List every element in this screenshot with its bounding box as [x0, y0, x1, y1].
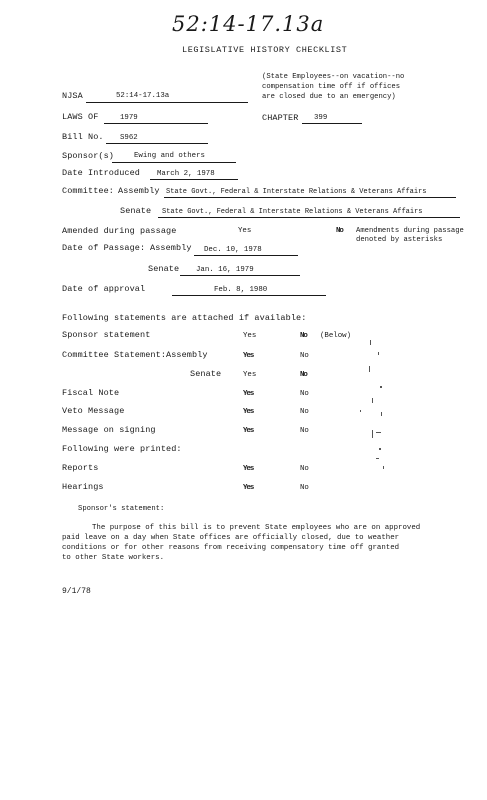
date-introduced-label: Date Introduced: [62, 168, 141, 178]
message-on-signing-yes-struck: Yes: [243, 427, 254, 435]
amended-note-line-2: denoted by asterisks: [356, 236, 443, 244]
passage-assembly-value: Dec. 10, 1978: [204, 246, 262, 254]
fiscal-note-no: No: [300, 390, 309, 398]
handwritten-statute-number: 52:14-17.13a: [172, 12, 325, 36]
veto-message-yes-struck: Yes: [243, 408, 254, 416]
sponsor-statement-line-4: to other State workers.: [62, 554, 165, 562]
committee-senate-label: Senate: [120, 206, 152, 216]
chapter-value: 399: [314, 114, 328, 122]
sponsor-statement-heading: Sponsor's statement:: [78, 505, 165, 513]
sponsor-statement-line-3: conditions or for other reasons from receiving compensatory time off granted: [62, 544, 400, 552]
note-line-1: (State Employees--on vacation--no: [262, 73, 405, 81]
sponsor-statement-line-2: paid leave on a day when State offices are officially closed, due to weather: [62, 534, 400, 542]
reports-no: No: [300, 465, 309, 473]
reports-label: Reports: [62, 463, 99, 473]
committee-senate-no-struck: No: [300, 371, 307, 379]
approval-label: Date of approval: [62, 284, 146, 294]
committee-assembly-no: No: [300, 352, 309, 360]
laws-of-label: LAWS OF: [62, 112, 99, 122]
sponsor-statement-line-1: The purpose of this bill is to prevent State employees who are on approved: [92, 524, 421, 532]
amended-label: Amended during passage: [62, 226, 177, 236]
hearings-label: Hearings: [62, 482, 104, 492]
committee-senate-yes: Yes: [243, 371, 257, 379]
committee-statement-label: Committee Statement:: [62, 350, 167, 360]
committee-assembly-label: Assembly: [118, 186, 160, 196]
printed-intro: Following were printed:: [62, 444, 182, 454]
sponsor-statement-label: Sponsor statement: [62, 330, 151, 340]
statements-intro: Following statements are attached if available:: [62, 313, 307, 323]
bill-no-label: Bill No.: [62, 132, 104, 142]
veto-message-no: No: [300, 408, 309, 416]
committee-statement-senate: Senate: [190, 369, 222, 379]
message-on-signing-label: Message on signing: [62, 425, 156, 435]
note-line-2: compensation time off if offices: [262, 83, 401, 91]
footer-code: 9/1/78: [62, 587, 91, 596]
bill-no-value: S962: [120, 134, 138, 142]
date-introduced-value: March 2, 1978: [157, 170, 215, 178]
chapter-label: CHAPTER: [262, 113, 299, 123]
committee-senate-value: State Govt., Federal & Interstate Relations & Veterans Affairs: [162, 208, 423, 216]
passage-senate-label: Senate: [148, 264, 180, 274]
fiscal-note-yes-struck: Yes: [243, 390, 254, 398]
page-title: LEGISLATIVE HISTORY CHECKLIST: [182, 45, 348, 55]
amended-note-line-1: Amendments during passage: [356, 227, 464, 235]
sponsor-statement-no-struck: No: [300, 332, 307, 340]
chapter-underline: [302, 113, 362, 124]
hearings-no: No: [300, 484, 309, 492]
passage-senate-value: Jan. 16, 1979: [196, 266, 254, 274]
note-line-3: are closed due to an emergency): [262, 93, 396, 101]
amended-no-struck: No: [336, 227, 343, 235]
passage-label: Date of Passage:: [62, 243, 146, 253]
sponsor-statement-below: (Below): [320, 332, 352, 340]
njsa-label: NJSA: [62, 91, 83, 101]
approval-value: Feb. 8, 1980: [214, 286, 268, 294]
committee-assembly-value: State Govt., Federal & Interstate Relations & Veterans Affairs: [166, 188, 427, 196]
sponsor-statement-yes: Yes: [243, 332, 257, 340]
reports-yes-struck: Yes: [243, 465, 254, 473]
committee-assembly-yes-struck: Yes: [243, 352, 254, 360]
sponsor-value: Ewing and others: [134, 152, 205, 160]
hearings-yes-struck: Yes: [243, 484, 254, 492]
fiscal-note-label: Fiscal Note: [62, 388, 120, 398]
committee-statement-assembly: Assembly: [166, 350, 208, 360]
committee-label: Committee:: [62, 186, 115, 196]
message-on-signing-no: No: [300, 427, 309, 435]
passage-assembly-label: Assembly: [150, 243, 192, 253]
sponsor-label: Sponsor(s): [62, 151, 115, 161]
veto-message-label: Veto Message: [62, 406, 125, 416]
amended-yes: Yes: [238, 227, 252, 235]
laws-of-value: 1979: [120, 114, 138, 122]
njsa-value: 52:14-17.13a: [116, 92, 170, 100]
